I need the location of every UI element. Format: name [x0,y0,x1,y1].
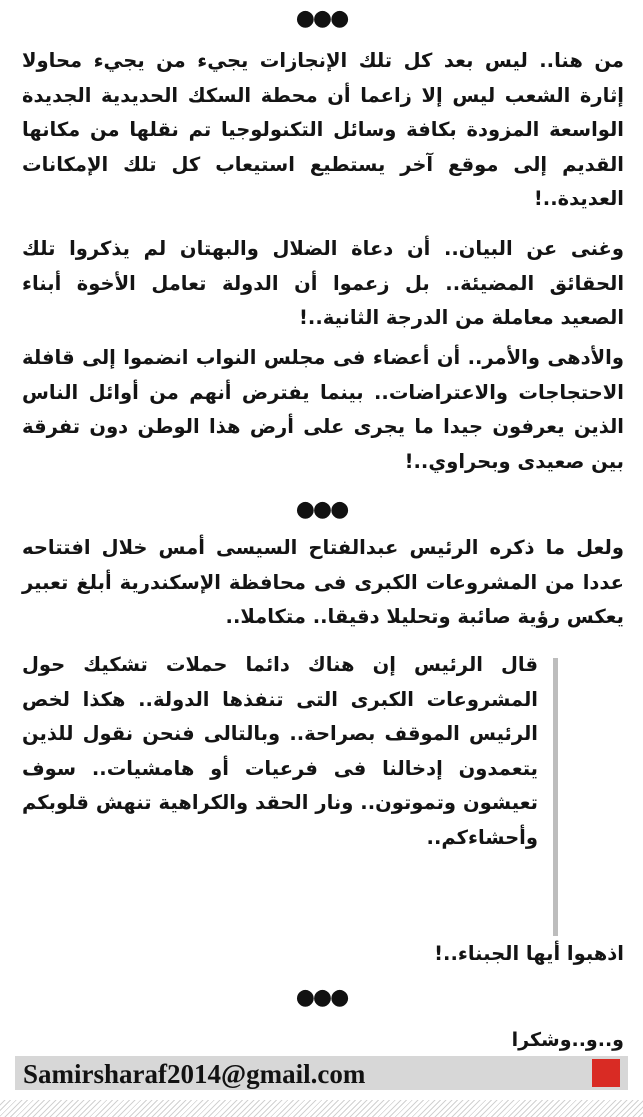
section-separator: ●●● [295,985,348,1010]
page-edge-hatch [0,1100,643,1117]
quote-text: قال الرئيس إن هناك دائما حملات تشكيك حول المشروعات الكبرى التى تنفذها الدولة.. هكذا لخص الرئيس الموقف بصراحة.. وبالتالى فنحن نقول للذين يتعمدون إدخالنا فى فرعيات أو هامشيات.. سوف تعيشون وتموتون.. ونار الحقد والكراهية تنهش قلوبكم وأحشاءكم.. [22,653,538,849]
author-email[interactable]: Samirsharaf2014@gmail.com [23,1059,366,1089]
section-separator: ●●● [295,6,348,31]
paragraph-1: من هنا.. ليس بعد كل تلك الإنجازات يجيء من يجيء محاولا إثارة الشعب ليس إلا زاعما أن محطة السكك الحديدية الجديدة الواسعة المزودة بكافة وسائل التكنولوجيا تم نقلها من مكانها القديم إلى موقع آخر يستطيع استيعاب كل تلك الإمكانات العديدة..! [22,49,624,210]
closing-line: اذهبوا أيها الجبناء..! [434,942,624,965]
paragraph-3: والأدهى والأمر.. أن أعضاء فى مجلس النواب انضموا إلى قافلة الاحتجاجات والاعتراضات.. بينما يفترض أنهم من أوائل الناس الذين يعرفون جيدا ما يجرى على أرض هذا الوطن دون تفرقة بين صعيدى وبحراوي..! [22,346,624,473]
quote-bar [553,658,558,936]
paragraph-4: ولعل ما ذكره الرئيس عبدالفتاح السيسى أمس خلال افتتاحه عددا من المشروعات الكبرى فى محافظة الإسكندرية أبلغ تعبير يعكس رؤية صائبة وتحليلا دقيقا.. متكاملا.. [22,536,624,628]
paragraph-2: وغنى عن البيان.. أن دعاة الضلال والبهتان لم يذكروا تلك الحقائق المضيئة.. بل زعموا أن الدولة تعامل الأخوة أبناء الصعيد معاملة من الدرجة الثانية..! [22,237,624,329]
author-footer [15,1056,628,1090]
president-quote [22,648,624,936]
signoff: و..و..وشكرا [511,1029,624,1051]
section-separator: ●●● [295,497,348,522]
red-square-icon [592,1059,620,1087]
